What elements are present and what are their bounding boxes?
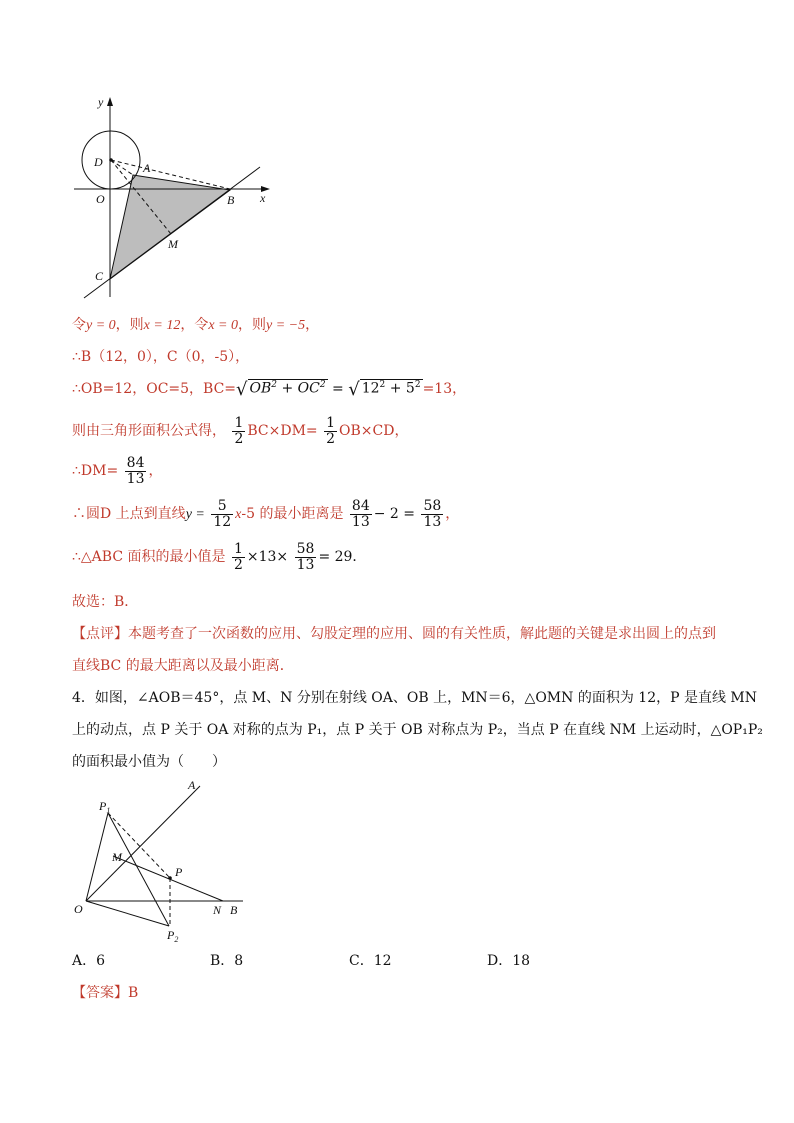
option-a[interactable]: A．6 bbox=[72, 953, 106, 969]
label-o: O bbox=[74, 902, 83, 916]
line-mn bbox=[113, 856, 223, 901]
solution-line-3: ∴OB=12，OC=5，BC=√ $OB^2 + OC^2$ = √ $12^2 + 5^2 =13$， bbox=[72, 379, 467, 400]
comment-line-2: 直线BC 的最大距离以及最小距离． bbox=[72, 658, 294, 674]
option-d[interactable]: D．18 bbox=[487, 953, 531, 969]
label-b: B bbox=[227, 193, 235, 207]
label-b: B bbox=[230, 903, 238, 917]
dashed-p1p bbox=[108, 813, 170, 878]
segment-op2 bbox=[86, 901, 169, 926]
option-b[interactable]: B．8 bbox=[210, 953, 244, 969]
problem4-line-2: 上的动点，点 P 关于 OA 对称的点为 P₁，点 P 关于 OB 对称点为 P₂，当点 P 在直线 NM 上运动时，△OP₁P₂ bbox=[72, 722, 763, 738]
solution-line-4: 则由三角形面积公式得， $\frac{1}{2}$ BC×DM= $\frac{1}{2}$ OB×CD， bbox=[72, 415, 409, 447]
answer-tag: 【答案】 bbox=[72, 985, 128, 1001]
problem4-line-1: 4．如图，∠AOB＝45°，点 M、N 分别在射线 OA、OB 上，MN＝6，△OMN 的面积为 12，P 是直线 MN bbox=[72, 690, 758, 706]
segment-op1 bbox=[86, 813, 108, 901]
label-m: M bbox=[112, 850, 122, 864]
option-c[interactable]: C．12 bbox=[349, 953, 392, 969]
label-c: C bbox=[95, 269, 104, 283]
comment-tag: 【点评】 bbox=[72, 626, 128, 642]
solution-line-1: 令y = 0，则x = 12，令x = 0，则y = −5， bbox=[72, 317, 320, 333]
solution-line-8: 故选：B． bbox=[72, 594, 139, 610]
label-n: N bbox=[213, 903, 222, 917]
label-o: O bbox=[96, 192, 105, 206]
figure-reflection bbox=[68, 776, 258, 944]
solution-line-5: ∴DM= $\frac{84}{13}$ ， bbox=[72, 455, 163, 487]
label-p1: $P_1$ bbox=[99, 799, 111, 815]
figure-coordinate-circle bbox=[70, 92, 280, 304]
dashed-da bbox=[111, 160, 133, 175]
solution-line-6: ∴圆D 上点到直线y = $\frac{5}{12}$ x-5 的最小距离是 $\frac{84}{13}$ − 2 = $\frac{58}{13}$ ， bbox=[72, 498, 460, 530]
label-p2: $P_2$ bbox=[167, 928, 179, 944]
solution-line-7: ∴△ABC 面积的最小值是 $\frac{1}{2}$ ×13× $\frac{58}{13}$ = 29． bbox=[72, 541, 367, 573]
label-p: P bbox=[175, 865, 183, 879]
point-d bbox=[109, 158, 113, 162]
label-a: A bbox=[143, 161, 151, 175]
answer-line bbox=[72, 982, 138, 1002]
label-m: M bbox=[168, 237, 178, 251]
triangle-abc bbox=[110, 175, 230, 279]
comment-line-1: 【点评】本题考查了一次函数的应用、勾股定理的应用、圆的有关性质，解此题的关键是求出圆上的点到 bbox=[72, 626, 716, 642]
point-p bbox=[168, 876, 172, 880]
label-d: D bbox=[94, 155, 103, 169]
y-axis-arrow bbox=[107, 97, 113, 106]
answer-value: B bbox=[128, 985, 139, 1001]
problem4-line-3: 的面积最小值为（ ） bbox=[72, 754, 226, 770]
label-y: y bbox=[98, 95, 104, 109]
solution-line-2: ∴B（12，0），C（0，-5）， bbox=[72, 349, 250, 365]
label-x: x bbox=[260, 191, 266, 205]
label-a: A bbox=[188, 778, 196, 792]
